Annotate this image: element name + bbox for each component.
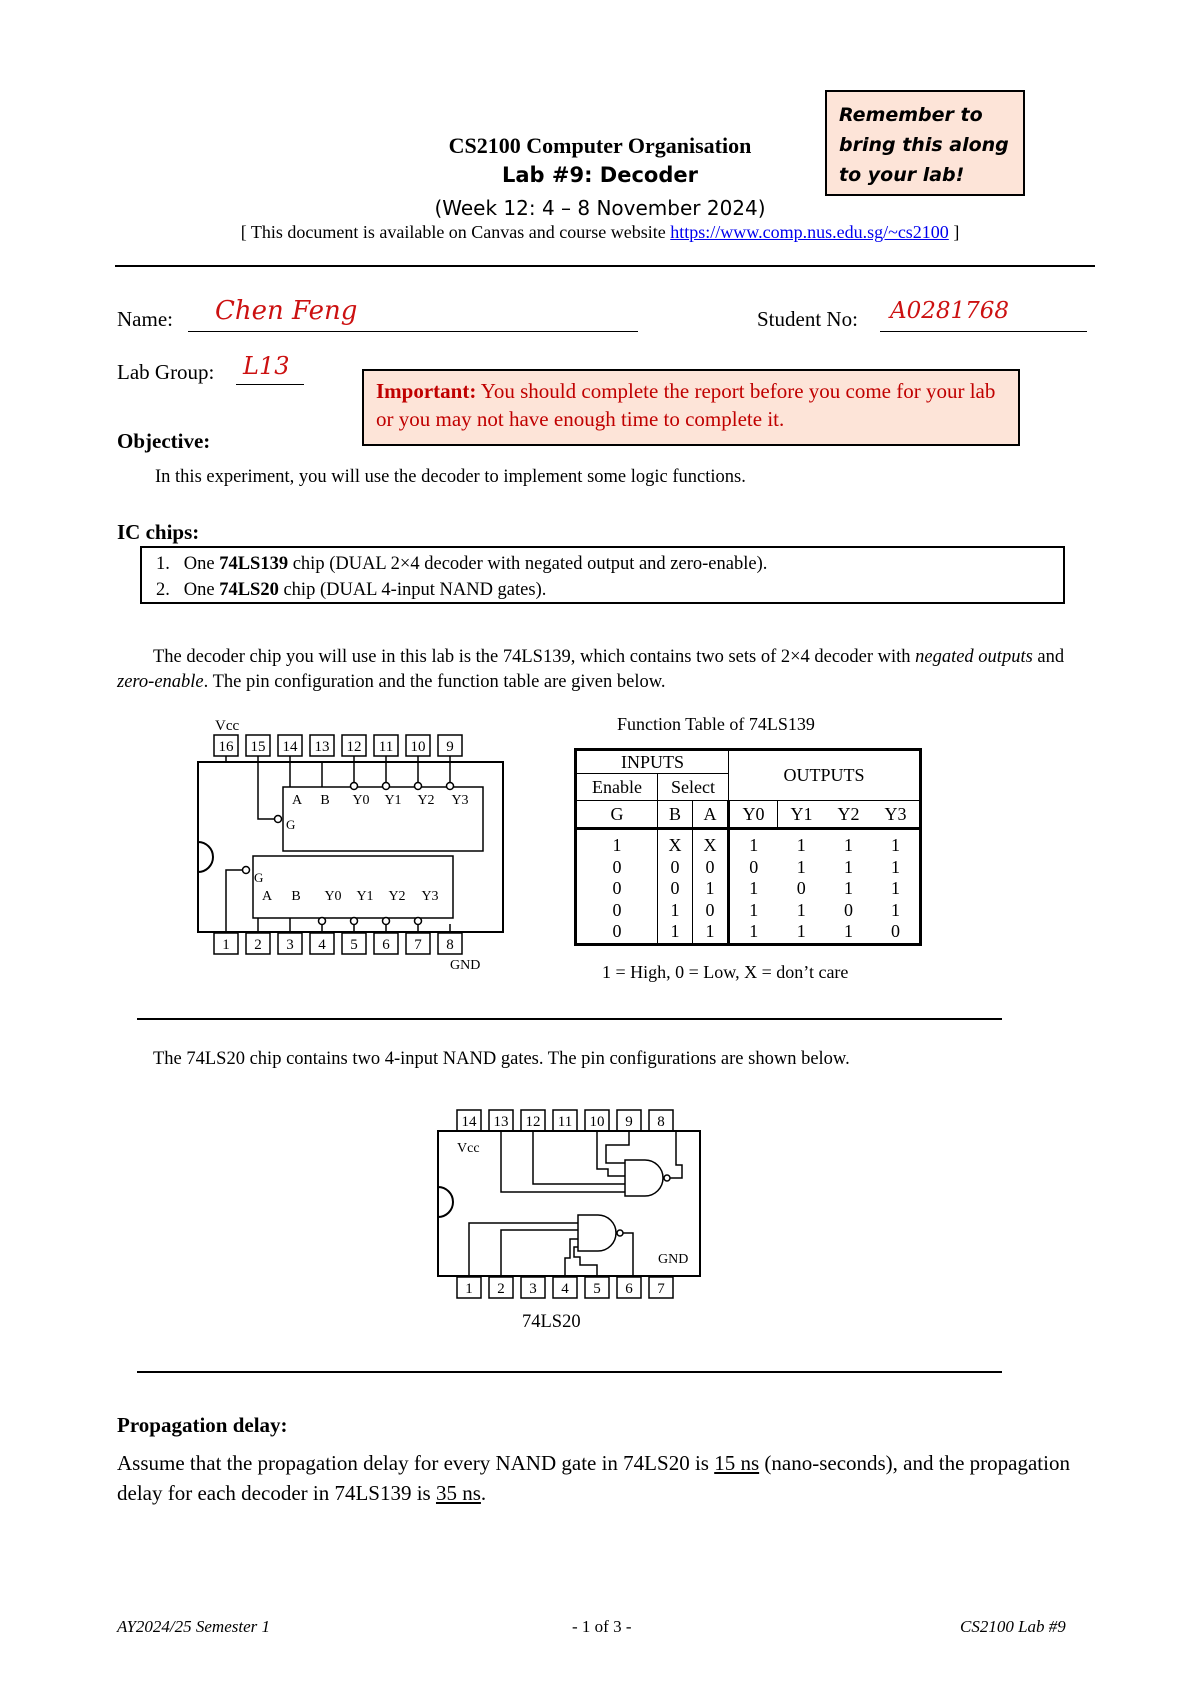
table-cell: 1	[891, 856, 900, 877]
table-column-a	[693, 829, 729, 945]
pin-number: 14	[461, 1114, 477, 1130]
chip-notch	[198, 842, 213, 872]
pin-number: 5	[350, 937, 358, 953]
table-cell: 0	[612, 921, 622, 941]
nand-delay-value: 15 ns	[714, 1451, 760, 1475]
lab-group-underline	[236, 384, 304, 385]
para-emphasis: negated outputs	[915, 647, 1033, 667]
student-no-value[interactable]: A0281768	[890, 298, 1010, 324]
footer-page-number: - 1 of 3 -	[572, 1617, 632, 1636]
item-text: One	[183, 580, 220, 600]
table-cell: X	[703, 835, 717, 855]
pin-number: 5	[593, 1281, 601, 1297]
availability-suffix: ]	[948, 222, 960, 242]
para-text: .	[480, 1481, 487, 1505]
chip-name: 74LS139	[219, 554, 289, 574]
course-title: CS2100 Computer Organisation	[448, 133, 752, 158]
table-column-y3	[872, 829, 921, 945]
table-cell: 1	[749, 921, 759, 941]
function-table-title: Function Table of 74LS139	[617, 714, 815, 734]
pin-number: 12	[346, 739, 362, 755]
pin-number: 11	[557, 1114, 573, 1130]
availability-line	[0, 222, 1200, 243]
header-divider	[115, 265, 1095, 267]
nand-gate-upper	[625, 1160, 663, 1196]
function-table-legend: 1 = High, 0 = Low, X = don’t care	[602, 962, 849, 982]
pin-number: 13	[493, 1114, 509, 1130]
chip-notch	[438, 1187, 453, 1217]
table-cell: 1	[796, 835, 806, 855]
pin-number: 15	[250, 739, 266, 755]
pin-number: 10	[410, 739, 426, 755]
important-box	[362, 369, 1020, 446]
pin-number: 16	[218, 739, 234, 755]
enable-label: G	[254, 870, 264, 885]
objective-text: In this experiment, you will use the decoder to implement some logic functions.	[155, 467, 746, 487]
item-number: 1.	[156, 554, 170, 574]
vcc-label: Vcc	[457, 1141, 480, 1156]
table-cell: 1	[844, 856, 853, 877]
col-header: G	[576, 801, 658, 829]
availability-prefix: [ This document is available on Canvas and course website	[240, 222, 671, 242]
vcc-label: Vcc	[215, 718, 240, 734]
table-column-y2	[825, 829, 872, 945]
enable-header: Enable	[576, 774, 658, 801]
decoder-delay-value: 35 ns	[435, 1481, 481, 1505]
col-header: Y2	[825, 801, 872, 829]
table-cell: 0	[612, 856, 622, 877]
pin-number: 1	[465, 1281, 473, 1297]
gnd-label: GND	[658, 1252, 689, 1267]
table-cell: 0	[796, 878, 806, 898]
table-column-y1	[778, 829, 826, 945]
table-cell: 0	[705, 856, 715, 877]
table-cell: 1	[705, 878, 715, 898]
lab-title: Lab #9: Decoder	[502, 163, 698, 187]
pin-number: 7	[657, 1281, 665, 1297]
outputs-header: OUTPUTS	[729, 750, 921, 801]
week-line: (Week 12: 4 – 8 November 2024)	[434, 196, 766, 220]
table-cell: 0	[670, 856, 680, 877]
objective-heading: Objective:	[117, 429, 211, 453]
decoder-pin-label: Y2	[417, 793, 435, 808]
table-cell: 1	[705, 921, 715, 941]
pin-number: 2	[254, 937, 262, 953]
lab-group-label: Lab Group:	[117, 360, 215, 384]
propagation-paragraph	[117, 1448, 1107, 1508]
nand-gate-lower	[578, 1215, 616, 1251]
section-divider	[137, 1371, 1002, 1373]
table-column-y0	[729, 829, 778, 945]
decoder-pin-label: Y1	[356, 889, 374, 904]
pin-number: 3	[529, 1281, 537, 1297]
item-text: chip (DUAL 2×4 decoder with negated output and zero-enable).	[288, 554, 768, 574]
col-header: A	[693, 801, 729, 829]
para-emphasis: zero-enable	[117, 672, 204, 692]
table-column-g	[576, 829, 658, 945]
table-cell: 1	[749, 835, 759, 855]
decoder-pin-label: Y2	[388, 889, 406, 904]
table-cell: 1	[844, 921, 853, 941]
item-number: 2.	[156, 580, 170, 600]
reminder-line: to your lab!	[839, 164, 965, 186]
chip-name: 74LS20	[219, 580, 279, 600]
table-cell: 0	[612, 899, 622, 920]
function-table	[574, 748, 922, 946]
col-header: Y0	[729, 801, 778, 829]
table-cell: 0	[891, 921, 900, 941]
important-text: You should complete the report before you come for your lab or you may not have enough time to complete it.	[376, 379, 996, 431]
inverter-bubble	[617, 1230, 623, 1236]
table-column-b	[658, 829, 693, 945]
nand-gate-wiring	[469, 1131, 682, 1276]
pin-number: 2	[497, 1281, 505, 1297]
para-text: Assume that the propagation delay for every NAND gate in 74LS20 is	[117, 1451, 715, 1475]
inputs-header: INPUTS	[576, 750, 729, 774]
student-no-underline	[880, 331, 1087, 332]
decoder-pin-label: B	[291, 889, 301, 904]
pin-number: 8	[446, 937, 454, 953]
pin-number: 9	[625, 1114, 633, 1130]
decoder-pin-label: Y0	[324, 889, 342, 904]
col-header: Y3	[872, 801, 921, 829]
ic-chips-heading: IC chips:	[117, 520, 200, 544]
inverter-bubble	[664, 1175, 670, 1181]
table-cell: 1	[612, 835, 622, 855]
section-divider	[137, 1018, 1002, 1020]
pin-number: 8	[657, 1114, 665, 1130]
para-text: and	[1032, 647, 1065, 667]
lower-decoder-block	[253, 856, 453, 918]
pin-number: 9	[446, 739, 454, 755]
pin-number: 6	[382, 937, 390, 953]
table-cell: 1	[796, 921, 806, 941]
pin-number: 4	[561, 1281, 569, 1297]
name-value[interactable]: Chen Feng	[215, 296, 358, 326]
para-text: (nano-seconds), and the propagation delay for each decoder in 74LS139 is	[117, 1451, 1070, 1505]
decoder-pin-label: Y0	[352, 793, 370, 808]
table-cell: 0	[749, 856, 759, 877]
table-cell: 0	[670, 878, 680, 898]
pin-number: 10	[589, 1114, 605, 1130]
col-header: Y1	[778, 801, 826, 829]
table-cell: 1	[796, 899, 806, 920]
para-text: The decoder chip you will use in this lab is the 74LS139, which contains two sets of 2×4 decoder with	[153, 647, 916, 667]
decoder-pin-label: Y3	[451, 793, 469, 808]
footer-semester: AY2024/25 Semester 1	[117, 1617, 270, 1636]
table-cell: 1	[670, 899, 680, 920]
table-cell: 1	[749, 899, 759, 920]
pin-number: 12	[525, 1114, 541, 1130]
pin-number: 7	[414, 937, 422, 953]
col-header: B	[658, 801, 693, 829]
ic-chips-list	[140, 546, 1065, 604]
table-cell: 1	[891, 878, 900, 898]
name-label: Name:	[117, 307, 173, 331]
gnd-label: GND	[450, 958, 481, 973]
course-website-link[interactable]: https://www.comp.nus.edu.sg/~cs2100	[670, 222, 949, 242]
table-cell: 1	[844, 835, 853, 855]
name-underline	[188, 331, 638, 332]
select-header: Select	[658, 774, 729, 801]
reminder-line: bring this along	[839, 134, 1009, 156]
item-text: One	[183, 554, 220, 574]
item-text: chip (DUAL 4-input NAND gates).	[278, 580, 547, 600]
table-cell: 1	[891, 899, 900, 920]
pin-number: 13	[314, 739, 330, 755]
enable-label: G	[286, 817, 296, 832]
footer-course: CS2100 Lab #9	[960, 1617, 1066, 1636]
pin-diagram-74ls20	[430, 1105, 710, 1305]
decoder-pin-label: B	[320, 793, 330, 808]
table-cell: X	[668, 835, 682, 855]
pin-number: 14	[282, 739, 298, 755]
decoder-paragraph	[117, 645, 1077, 695]
table-cell: 1	[796, 856, 806, 877]
pin-number: 4	[318, 937, 326, 953]
decoder-pin-label: A	[291, 793, 303, 808]
table-cell: 1	[749, 878, 759, 898]
decoder-pin-label: Y1	[384, 793, 402, 808]
table-cell: 0	[612, 878, 622, 898]
table-cell: 1	[891, 835, 900, 855]
table-cell: 0	[705, 899, 715, 920]
pin-diagram-74ls139	[190, 712, 530, 980]
pin-number: 6	[625, 1281, 633, 1297]
student-no-label: Student No:	[757, 307, 858, 331]
nand-paragraph: The 74LS20 chip contains two 4-input NAND gates. The pin configurations are shown below.	[153, 1049, 850, 1069]
decoder-pin-label: Y3	[421, 889, 439, 904]
table-cell: 1	[844, 878, 853, 898]
pin-number: 11	[378, 739, 394, 755]
table-cell: 0	[844, 899, 853, 920]
reminder-line: Remember to	[839, 104, 983, 126]
table-cell: 1	[670, 921, 680, 941]
pin-number: 3	[286, 937, 294, 953]
propagation-heading: Propagation delay:	[117, 1413, 288, 1437]
pin-number: 1	[222, 937, 230, 953]
important-label: Important:	[376, 379, 477, 403]
list-item	[156, 577, 1049, 603]
decoder-pin-label: A	[261, 889, 273, 904]
diagram-caption: 74LS20	[522, 1312, 581, 1332]
list-item	[156, 551, 1049, 577]
lab-group-value[interactable]: L13	[243, 352, 290, 380]
para-text: . The pin configuration and the function table are given below.	[203, 672, 666, 692]
